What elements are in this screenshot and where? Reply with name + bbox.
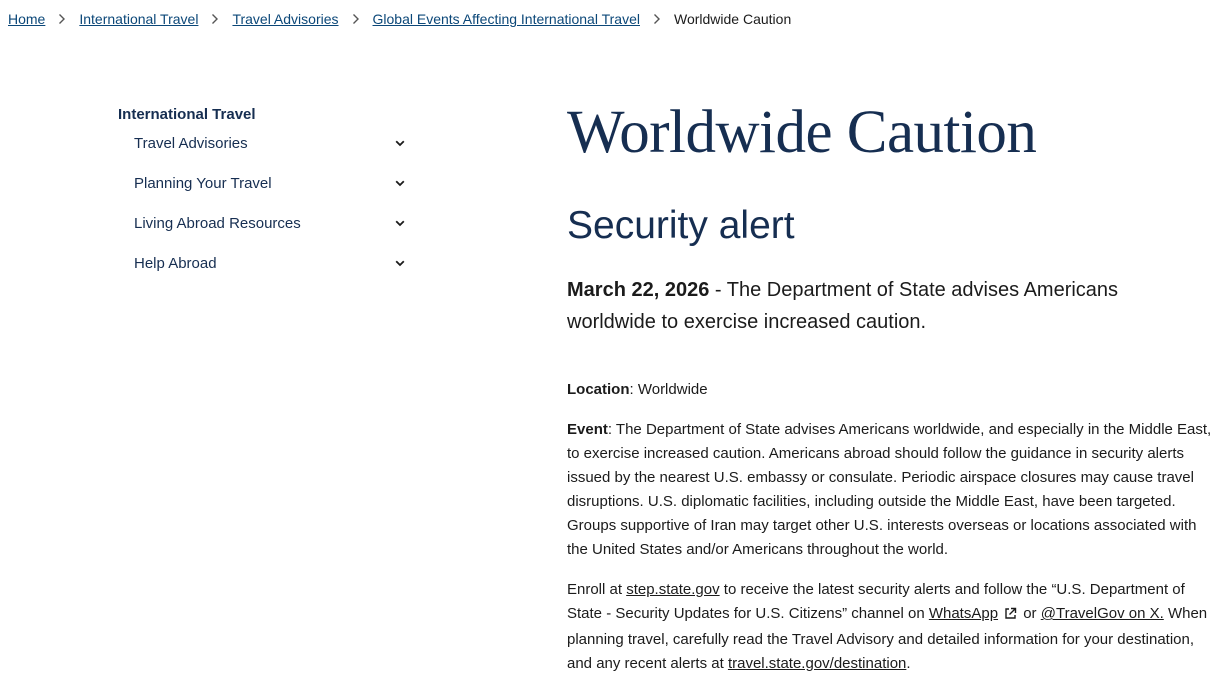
breadcrumb-travel-advisories-link[interactable]: Travel Advisories [232,11,339,27]
sidenav-item-label: Travel Advisories [134,134,248,152]
breadcrumb-international-travel-link[interactable]: International Travel [79,11,199,27]
enroll-text: to receive the latest security alerts and follow the “U.S. Department of State - Security Updates for U.S. Citizens” channel on [567,580,1185,622]
sidenav-item-label: Help Abroad [134,254,217,272]
sidenav-item-living-abroad-resources[interactable] [118,203,406,243]
sidenav-item-planning-your-travel[interactable] [118,163,406,203]
enroll-text: When planning travel, carefully read the Travel Advisory and detailed information for your destination, and any recent alerts at [567,604,1208,672]
step-link[interactable]: step.state.gov [626,580,720,598]
external-link-icon [1004,604,1017,628]
whatsapp-link[interactable]: WhatsApp [928,604,999,622]
sidenav-heading[interactable]: International Travel [118,106,256,123]
chevron-right-icon [352,13,360,25]
sidenav-item-travel-advisories[interactable] [118,123,406,163]
chevron-down-icon[interactable] [394,217,406,229]
enroll-text: . [906,654,911,672]
travelgov-x-link[interactable]: @TravelGov on X. [1040,604,1164,622]
section-title: Security alert [567,204,795,248]
chevron-right-icon [58,13,66,25]
alert-date: March 22, 2026 [567,278,710,301]
alert-lede-text: - The Department of State advises Americans worldwide to exercise increased caution. [567,278,1119,333]
alert-lede [567,274,1212,338]
breadcrumb-current: Worldwide Caution [673,11,792,27]
chevron-right-icon [211,13,219,25]
enroll-paragraph [567,578,1212,676]
location-value: : Worldwide [629,380,708,398]
breadcrumb-home-link[interactable]: Home [8,11,46,27]
breadcrumb-global-events-link[interactable]: Global Events Affecting International Travel [372,11,640,27]
event-label: Event [567,420,608,438]
chevron-down-icon[interactable] [394,137,406,149]
event-paragraph [567,418,1212,562]
side-navigation [118,106,418,303]
sidenav-item-label: Planning Your Travel [134,174,272,192]
chevron-right-icon [653,13,661,25]
enroll-text: or [1019,604,1041,622]
event-value: : The Department of State advises Americans worldwide, and especially in the Middle East, to exercise increased caution. Americans abroad should follow the guidance in security alerts issued by the nearest U.S. embassy or consulate. Periodic airspace closures may cause travel disruptions. U.S. diplomatic facilities, including outside the Middle East, have been targeted. Groups supportive of Iran may target other U.S. interests overseas or locations associated with the United States and/or Americans throughout the world. [567,420,1212,558]
location-paragraph [567,378,1212,402]
enroll-text: Enroll at [567,580,627,598]
chevron-down-icon[interactable] [394,257,406,269]
location-label: Location [567,380,630,398]
sidenav-item-help-abroad[interactable] [118,243,406,283]
page-title: Worldwide Caution [567,99,1037,166]
destination-link[interactable]: travel.state.gov/destination [727,654,907,672]
breadcrumb [8,11,791,27]
sidenav-item-label: Living Abroad Resources [134,214,301,232]
main-content [567,96,1212,676]
chevron-down-icon[interactable] [394,177,406,189]
